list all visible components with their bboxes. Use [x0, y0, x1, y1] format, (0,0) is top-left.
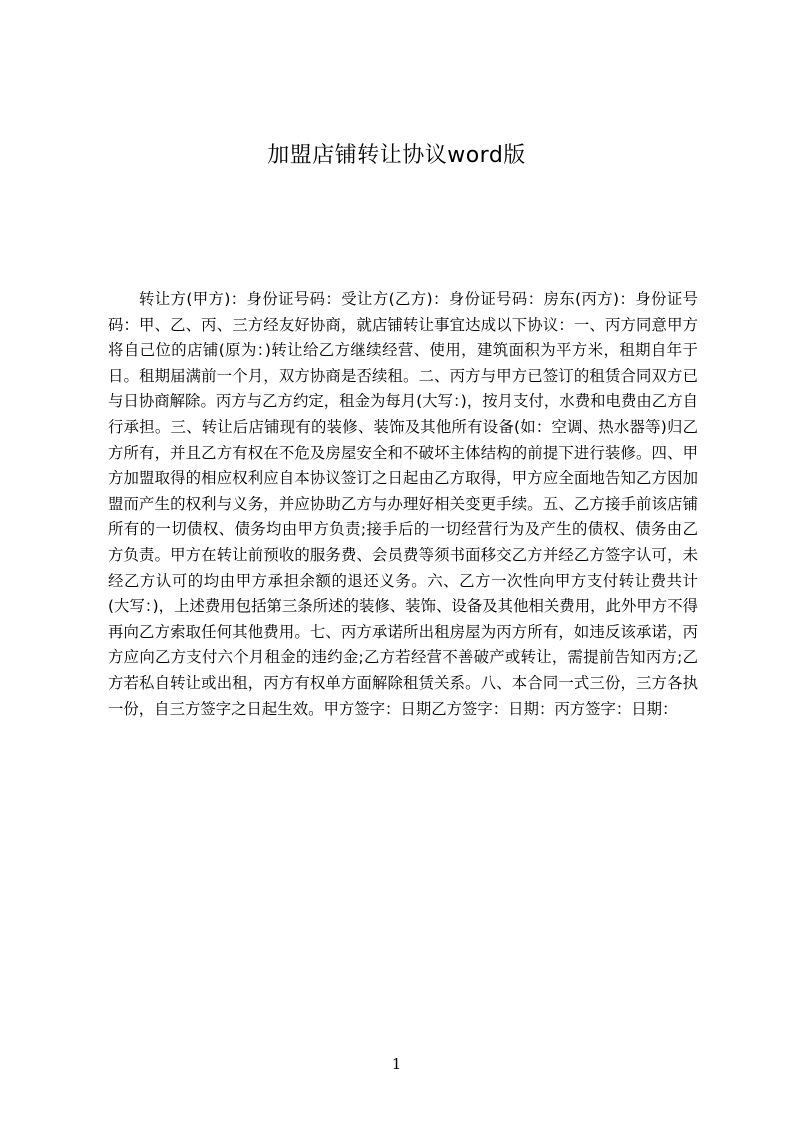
page-number: 1 — [391, 1055, 402, 1073]
document-title: 加盟店铺转让协议word版 — [267, 143, 526, 168]
agreement-body-paragraph: 转让方(甲方)：身份证号码：受让方(乙方)：身份证号码：房东(丙方)：身份证号码：甲、乙、丙、三方经友好协商，就店铺转让事宜达成以下协议：一、丙方同意甲方将自己位的店铺(原为：)转让给乙方继续经营、使用，建筑面积为平方米，租期自年于日。租期届满前一个月，双方协商是否续租。二、丙方与甲方已签订的租赁合同双方已与日协商解除。丙方与乙方约定，租金为每月(大写：)，按月支付，水费和电费由乙方自行承担。三、转让后店铺现有的装修、装饰及其他所有设备(如：空调、热水器等)归乙方所有，并且乙方有权在不危及房屋安全和不破坏主体结构的前提下进行装修。四、甲方加盟取得的相应权利应自本协议签订之日起由乙方取得，甲方应全面地告知乙方因加盟而产生的权利与义务，并应协助乙方与办理好相关变更手续。五、乙方接手前该店铺所有的一切债权、债务均由甲方负责;接手后的一切经营行为及产生的债权、债务由乙方负责。甲方在转让前预收的服务费、会员费等须书面移交乙方并经乙方签字认可，未经乙方认可的均由甲方承担余额的退还义务。六、乙方一次性向甲方支付转让费共计(大写：)，上述费用包括第三条所述的装修、装饰、设备及其他相关费用，此外甲方不得再向乙方索取任何其他费用。七、丙方承诺所出租房屋为丙方所有，如违反该承诺，丙方应向乙方支付六个月租金的违约金;乙方若经营不善破产或转让，需提前告知丙方;乙方若私自转让或出租，丙方有权单方面解除租赁关系。八、本合同一式三份，三方各执一份，自三方签字之日起生效。甲方签字：日期乙方签字：日期：丙方签字：日期： — [108, 290, 698, 718]
